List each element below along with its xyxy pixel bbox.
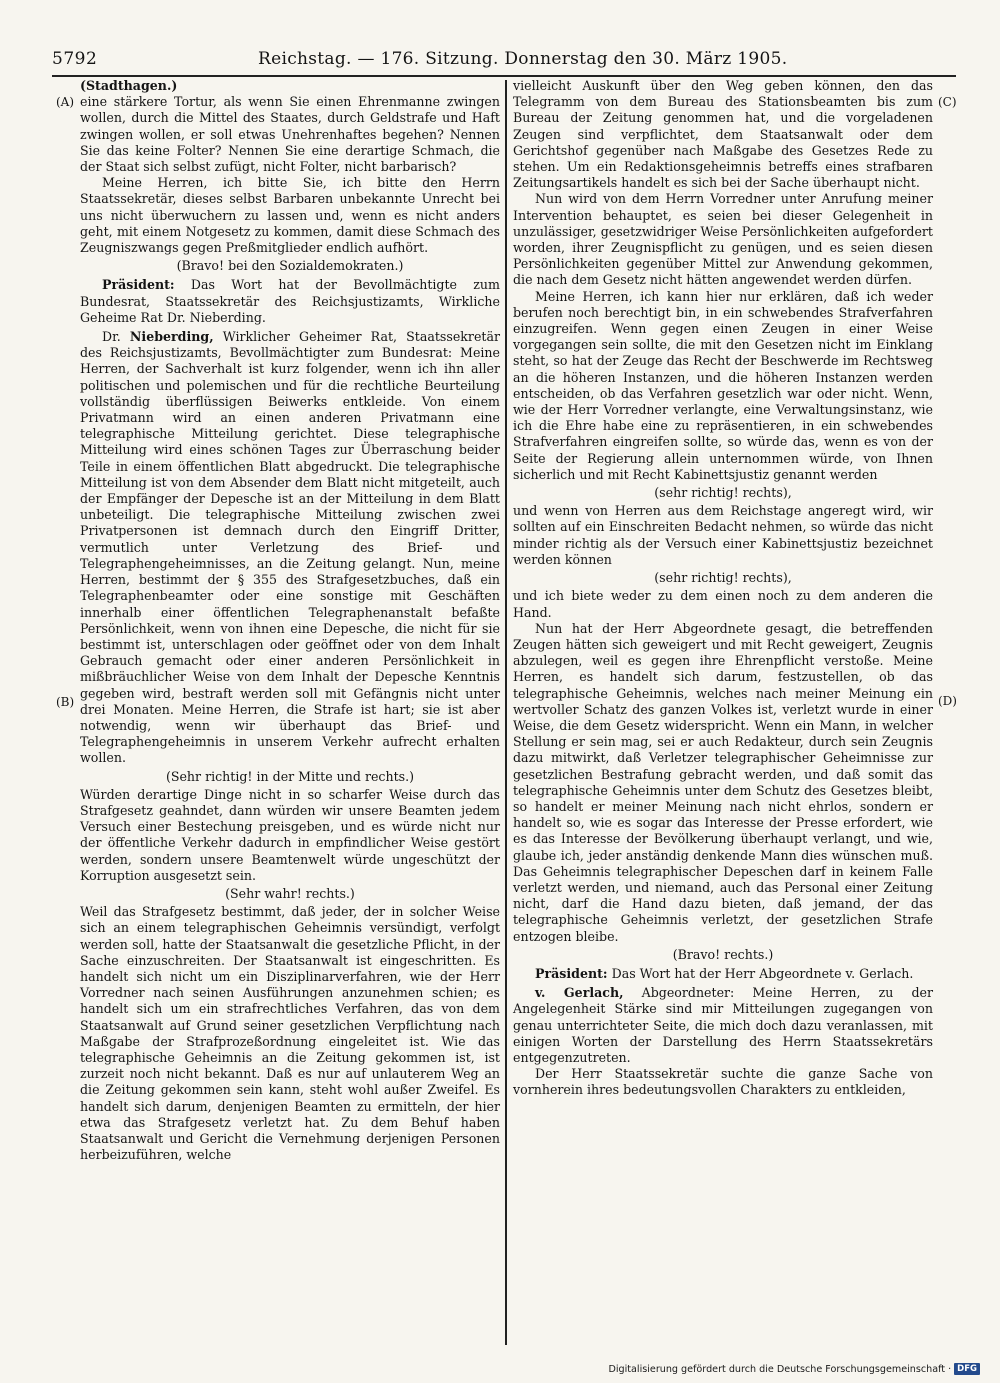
page-number: 5792 xyxy=(52,49,98,69)
paragraph: Nun hat der Herr Abgeordnete gesagt, die betreffenden Zeugen hätten sich geweigert und mit Recht geweigert, Zeugnis abzulegen, weil es gegen ihre Ehrenpflicht verstoße. Meine Herren, es handelt sich darum, festzustellen, ob das telegraphische Geheimnis, welches nach meiner Meinung ein wertvoller Schatz des ganzen Volkes ist, verletzt wurde in einer Weise, die dem Gesetz widerspricht. Wenn ein Mann, in welcher Stellung er sein mag, sei er auch Redakteur, durch sein Zeugnis dazu mitwirkt, daß Verletzer telegraphischer Geheimnisse zur gesetzlichen Bestrafung gebracht werden, und daß somit das telegraphische Geheimnis unter dem Schutz des Gesetzes bleibt, so handelt er meiner Meinung nach nicht ehrlos, sondern er handelt so, wie es sogar das Interesse der Presse erfordert, wie es das Interesse der Bevölkerung überhaupt verlangt, und wie, glaube ich, jeder anständig denkende Mann dies wünschen muß. Das Geheimnis telegraphischer Depeschen darf in keinem Falle verletzt werden, und niemand, auch das Personal einer Zeitung nicht, darf die Hand dazu bieten, daß jemand, der das telegraphische Geheimnis verletzt, der gesetzlichen Strafe entzogen bleibe. xyxy=(513,620,933,944)
footer-credit xyxy=(590,1362,980,1378)
speaker-name: Nieberding, xyxy=(129,329,214,345)
margin-marker-c: (C) xyxy=(938,95,957,109)
paragraph: Meine Herren, ich kann hier nur erklären, daß ich weder berufen noch berechtigt bin, in ein schwebendes Strafverfahren einzugreifen. Wenn gegen einen Zeugen in einer Weise vorgegangen sein sollte, die mit den Gesetzen nicht im Einklang steht, so hat der Zeuge das Recht der Beschwerde im Rechtsweg an die höheren Instanzen, und die höheren Instanzen werden entscheiden, ob das Verfahren gesetzlich war oder nicht. Wenn, wie der Herr Vorredner verlangte, eine Verwaltungsinstanz, wie ich die Ehre habe eine zu repräsentieren, in ein schwebendes Strafverfahren eingreifen sollte, so würde das, wenn es von der Seite der Regierung allein unternommen würde, von Ihnen sicherlich und mit Recht Kabinettsjustiz genannt werden xyxy=(513,288,933,482)
speaker-name: Präsident: xyxy=(535,965,608,981)
paragraph: und ich biete weder zu dem einen noch zu dem anderen die Hand. xyxy=(513,588,933,620)
margin-marker-d: (D) xyxy=(938,694,957,708)
speech-nieberding xyxy=(80,329,500,766)
right-column xyxy=(513,78,933,1099)
interjection: (Bravo! rechts.) xyxy=(672,946,774,962)
interjection: (sehr richtig! rechts), xyxy=(654,570,792,586)
speaker-name: v. Gerlach, xyxy=(535,985,624,1001)
paragraph: Der Herr Staatssekretär suchte die ganze Sache von vornherein ihres bedeutungsvollen Charakters zu entkleiden, xyxy=(513,1066,933,1098)
paragraph: Nun wird von dem Herrn Vorredner unter Anrufung meiner Intervention behauptet, es seien bei dieser Gelegenheit in unzulässiger, gesetzwidriger Weise Persönlichkeiten aufgefordert worden, ihrer Zeugnispflicht zu genügen, und es seien diesen Persönlichkeiten gegenüber Mittel zur Anwendung gekommen, die nach dem Gesetz nicht hätten angewendet werden dürfen. xyxy=(513,191,933,288)
paragraph: Meine Herren, ich bitte Sie, ich bitte den Herrn Staatssekretär, dieses selbst Barbaren unbekannte Unrecht bei uns nicht überwuchern zu lassen und, wenn es nicht anders geht, mit einem Notgesetz zu kommen, damit diese Schmach des Zeugniszwangs gegen Preßmitglieder endlich aufhört. xyxy=(80,175,500,256)
interjection: (Sehr richtig! in der Mitte und rechts.) xyxy=(165,768,415,784)
page-header xyxy=(52,46,956,72)
speech-text: Das Wort hat der Bevollmächtigte zum Bundesrat, Staatssekretär des Reichsjustizamts, Wirkliche Geheime Rat Dr. Nieberding. xyxy=(80,277,500,325)
paragraph: eine stärkere Tortur, als wenn Sie einen Ehrenmanne zwingen wollen, durch die Mittel des Staates, durch Geldstrafe und Haft zwingen wollen, er soll etwas Unehrenhaftes begehen? Nennen Sie das keine Folter? Nennen Sie eine derartige Schmach, die der Staat sich selbst zufügt, nicht Folter, nicht barbarisch? xyxy=(80,94,500,175)
speaker-name: Präsident: xyxy=(102,277,175,293)
speaker-label: (Stadthagen.) xyxy=(80,78,178,93)
paragraph: Würden derartige Dinge nicht in so scharfer Weise durch das Strafgesetz geahndet, dann würden wir unsere Beamten jedem Versuch einer Bestechung preisgeben, und es würde nicht nur der öffentliche Verkehr dadurch in empfindlicher Weise gestört werden, sondern unsere Beamtenwelt würde ungeschützt der Korruption ausgesetzt sein. xyxy=(80,786,500,883)
speech-text: Abgeordneter: Meine Herren, zu der Angelegenheit Stärke sind mir Mitteilungen zugegangen von genau unterrichteter Seite, die mich doch dazu veranlassen, mit einigen Worten der Darstellung des Herrn Staatssekretärs entgegenzutreten. xyxy=(513,985,933,1065)
header-rule xyxy=(52,75,956,77)
running-title: Reichstag. — 176. Sitzung. Donnerstag den 30. März 1905. xyxy=(258,49,788,69)
speech-text: Wirklicher Geheimer Rat, Staatssekretär des Reichsjustizamts, Bevollmächtigter zum Bundesrat: Meine Herren, der Sachverhalt ist kurz folgender, wenn ich ihn aller politischen und polemischen und für die rechtliche Beurteilung vollständig überflüssigen Beiwerks entkleide. Von einem Privatmann wird an einen anderen Privatmann eine telegraphische Mitteilung gerichtet. Diese telegraphische Mitteilung wird eines schönen Tages zur Überraschung beider Teile in einem öffentlichen Blatt abgedruckt. Die telegraphische Mitteilung ist von dem Absender dem Blatt nicht mitgeteilt, auch der Empfänger der Depesche ist an der Mitteilung in dem Blatt unbeteiligt. Die telegraphische Mitteilung zwischen zwei Privatpersonen ist demnach durch den Eingriff Dritter, vermutlich unter Verletzung des Brief- und Telegraphengeheimnisses, an die Zeitung gelangt. Nun, meine Herren, bestimmt der § 355 des Strafgesetzbuches, daß ein Telegraphenbeamter oder eine sonstige mit Geschäften innerhalb einer öffentlichen Telegraphenanstalt befaßte Persönlichkeit, wenn von ihnen eine Depesche, die nicht für sie bestimmt ist, unterschlagen oder geöffnet oder von dem Inhalt Gebrauch gemacht oder einer anderen Persönlichkeit in mißbräuchlicher Weise von dem Inhalt der Depesche Kenntnis gegeben wird, bestraft werden soll mit Gefängnis nicht unter drei Monaten. Meine Herren, die Strafe ist hart; sie ist aber notwendig, wenn wir überhaupt das Brief- und Telegraphengeheimnis in unserem Verkehr aufrecht erhalten wollen. xyxy=(80,329,500,766)
interjection: (Bravo! bei den Sozialdemokraten.) xyxy=(176,258,404,274)
paragraph: und wenn von Herren aus dem Reichstage angeregt wird, wir sollten auf ein Einschreiten Bedacht nehmen, so würde das nicht minder richtig als der Versuch einer Kabinettsjustiz bezeichnet werden können xyxy=(513,503,933,567)
paragraph: Weil das Strafgesetz bestimmt, daß jeder, der in solcher Weise sich an einem telegraphischen Geheimnis versündigt, verfolgt werden soll, hatte der Staatsanwalt die gesetzliche Pflicht, in der Sache einzuschreiten. Der Staatsanwalt ist eingeschritten. Es handelt sich nicht um ein Disziplinarverfahren, wie der Herr Vorredner nach seinen Ausführungen anzunehmen schien; es handelt sich um ein strafrechtliches Verfahren, das von dem Staatsanwalt auf Grund seiner gesetzlichen Verpflichtung nach Maßgabe der Strafprozeßordnung eingeleitet ist. Wie das telegraphische Geheimnis an die Zeitung gekommen ist, ist zurzeit noch nicht bekannt. Daß es nur auf unlauterem Weg an die Zeitung gekommen sein kann, steht wohl außer Zweifel. Es handelt sich darum, denjenigen Beamten zu ermitteln, der hier etwa das Strafgesetz verletzt hat. Zu dem Behuf haben Staatsanwalt und Gericht die Vernehmung derjenigen Personen herbeizuführen, welche xyxy=(80,904,500,1163)
speech-text: Das Wort hat der Herr Abgeordnete v. Gerlach. xyxy=(611,965,914,981)
paragraph: vielleicht Auskunft über den Weg geben können, den das Telegramm von dem Bureau des Stationsbeamten bis zum Bureau der Zeitung genommen hat, und die vorgeladenen Zeugen sind verpflichtet, dem Staatsanwalt oder dem Gerichtshof gegenüber nach Maßgabe des Gesetzes Rede zu stehen. Um ein Redaktionsgeheimnis betreffs eines strafbaren Zeitungsartikels handelt es sich bei der Sache überhaupt nicht. xyxy=(513,78,933,191)
column-divider xyxy=(505,80,507,1345)
speech-president xyxy=(80,277,500,326)
dfg-logo-icon: DFG xyxy=(954,1363,980,1375)
speech-president xyxy=(513,966,933,982)
margin-marker-a: (A) xyxy=(56,95,75,109)
funding-note: Digitalisierung gefördert durch die Deutsche Forschungsgemeinschaft · xyxy=(608,1364,952,1375)
interjection: (sehr richtig! rechts), xyxy=(654,485,792,501)
left-column xyxy=(80,78,500,1163)
margin-marker-b: (B) xyxy=(56,695,75,709)
speech-gerlach xyxy=(513,985,933,1066)
interjection: (Sehr wahr! rechts.) xyxy=(225,885,355,901)
speaker-title: Dr. xyxy=(102,329,121,345)
